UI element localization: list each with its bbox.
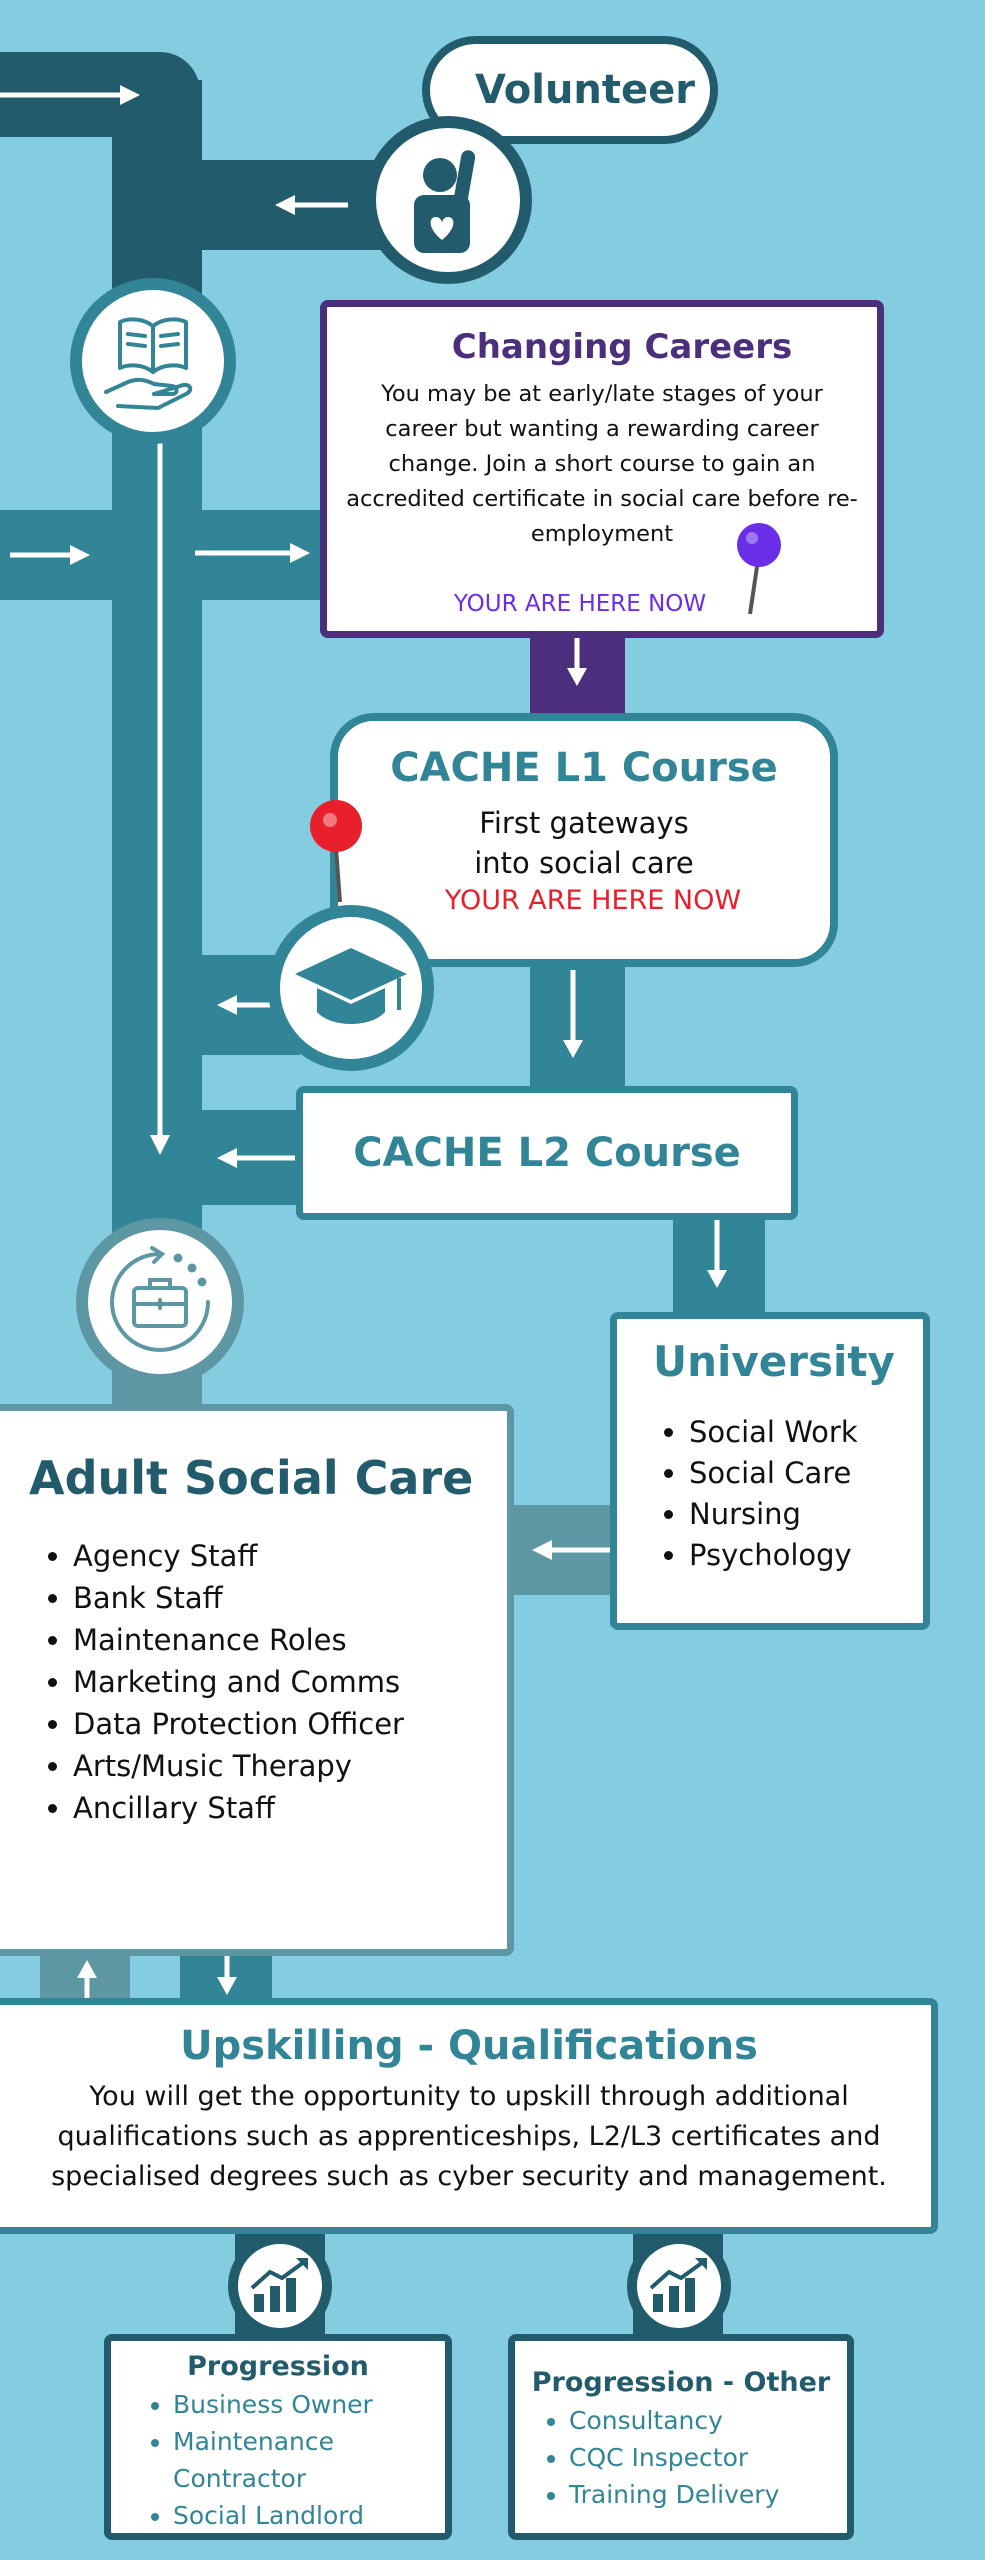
progression-box <box>104 2334 452 2540</box>
list-item: • Maintenance Roles <box>73 1619 507 1661</box>
list-item: • Arts/Music Therapy <box>73 1745 507 1787</box>
list-item: • Business Owner <box>173 2386 445 2423</box>
cache-l1-line1: First gateways <box>479 806 689 840</box>
changing-careers-box <box>320 300 884 638</box>
list-item: • CQC Inspector <box>569 2439 847 2476</box>
book-icon-circle <box>70 278 236 444</box>
list-item: • Psychology <box>689 1535 903 1576</box>
list-item: • Data Protection Officer <box>73 1703 507 1745</box>
changing-careers-here: YOUR ARE HERE NOW <box>453 591 707 617</box>
cache-l1-title: CACHE L1 Course <box>390 745 778 791</box>
book-in-hand-icon <box>98 306 208 416</box>
progression-other-icon-circle <box>627 2234 731 2338</box>
list-item: • Training Delivery <box>569 2476 847 2513</box>
progression-icon-circle <box>228 2234 332 2338</box>
list-item: • Social Work <box>689 1412 903 1453</box>
arrow-left-volunteer <box>270 190 350 220</box>
red-pin-icon <box>308 798 364 908</box>
changing-careers-body: You may be at early/late stages of your career but wanting a rewarding career change. Join a short course to gain an accredited certificate in social care before re-employment <box>346 381 858 547</box>
arrow-right-to-careers <box>195 538 315 568</box>
growth-chart-icon <box>248 2256 312 2316</box>
arrow-down-careers-to-l1 <box>562 638 592 688</box>
volunteer-title: Volunteer <box>474 67 696 113</box>
progression-other-title: Progression - Other <box>531 2367 831 2398</box>
arrow-down-asc-to-upskilling <box>212 1955 242 1995</box>
arrow-left-university-to-asc <box>530 1535 610 1565</box>
university-box <box>610 1312 930 1630</box>
university-title: University <box>653 1337 895 1386</box>
list-item: • Social Care <box>689 1453 903 1494</box>
adult-social-care-title: Adult Social Care <box>29 1451 474 1505</box>
list-item: • Social Landlord <box>173 2497 445 2534</box>
arrow-up-upskilling-to-asc <box>72 1960 102 2000</box>
list-item: • Nursing <box>689 1494 903 1535</box>
briefcase-cycle-icon <box>100 1242 220 1362</box>
volunteer-icon-circle <box>364 116 532 284</box>
cap-icon-circle <box>268 905 434 1071</box>
progression-list <box>111 2386 445 2534</box>
list-item: • Maintenance Contractor <box>173 2423 445 2497</box>
list-item: • Ancillary Staff <box>73 1787 507 1829</box>
arrow-down-left-pipe <box>145 440 175 1160</box>
changing-careers-title: Changing Careers <box>451 327 793 367</box>
adult-social-care-box <box>0 1404 514 1956</box>
progression-title: Progression <box>187 2351 369 2382</box>
cache-l1-here: YOUR ARE HERE NOW <box>444 885 742 916</box>
adult-social-care-list <box>29 1535 507 1829</box>
cache-l1-line2: into social care <box>474 846 694 880</box>
cache-l2-title: CACHE L2 Course <box>353 1130 741 1176</box>
arrow-right-top <box>0 80 145 110</box>
upskilling-body: You will get the opportunity to upskill through additional qualifications such as apprenticeships, L2/L3 certificates and specialised degrees such as cyber security and management. <box>51 2081 887 2192</box>
list-item: • Marketing and Comms <box>73 1661 507 1703</box>
list-item: • Agency Staff <box>73 1535 507 1577</box>
briefcase-icon-circle <box>76 1218 244 1386</box>
volunteer-icon <box>398 145 498 255</box>
growth-chart-icon <box>647 2256 711 2316</box>
graduation-cap-icon <box>291 938 411 1038</box>
arrow-down-l1-to-l2 <box>558 970 588 1060</box>
arrow-left-to-cap <box>215 990 270 1020</box>
university-list <box>637 1412 903 1576</box>
upskilling-title: Upskilling - Qualifications <box>180 2023 758 2069</box>
list-item: • Consultancy <box>569 2402 847 2439</box>
arrow-right-left-edge <box>10 540 95 570</box>
purple-pin-icon <box>734 520 784 620</box>
progression-other-box <box>508 2334 854 2540</box>
upskilling-box <box>0 1998 938 2234</box>
list-item: • Bank Staff <box>73 1577 507 1619</box>
progression-other-list <box>515 2402 847 2513</box>
cache-l2-box <box>296 1086 798 1220</box>
arrow-left-from-l2 <box>215 1143 295 1173</box>
arrow-down-l2-to-university <box>702 1220 732 1290</box>
